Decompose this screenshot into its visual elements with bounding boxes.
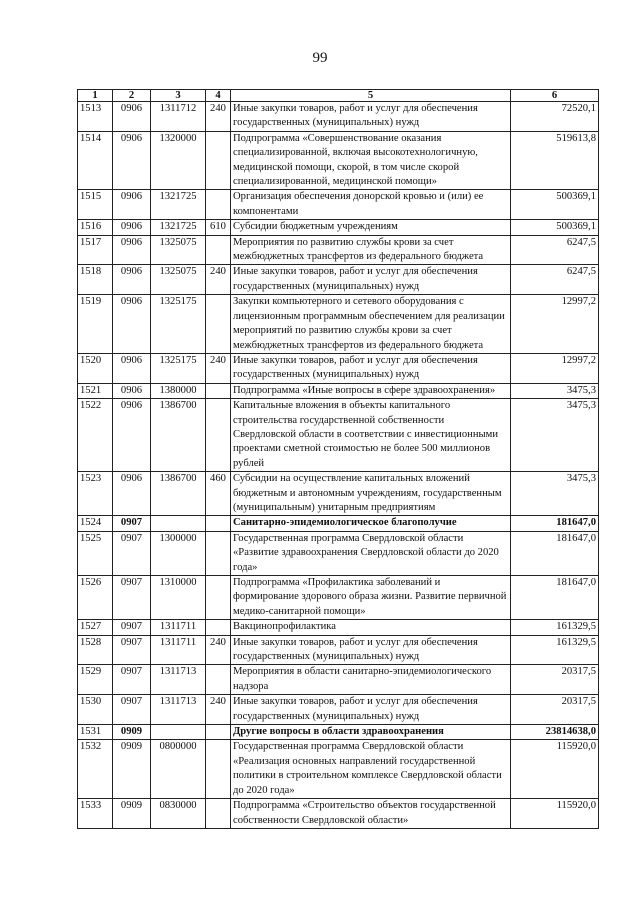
row-number-cell: 1526	[78, 576, 113, 620]
table-row	[78, 725, 599, 740]
row-number-cell: 1516	[78, 220, 113, 235]
table-row	[78, 799, 599, 829]
item-name-cell: Закупки компьютерного и сетевого оборудования с лицензионным программным обеспечением для реализации мероприятий по развитию службы крови за счет межбюджетных трансфертов из федерального бюджета	[231, 295, 511, 354]
amount-cell: 519613,8	[511, 131, 599, 190]
page-number: 99	[312, 50, 328, 66]
table-row	[78, 472, 599, 516]
section-code-cell: 0906	[113, 383, 151, 398]
amount-cell: 12997,2	[511, 353, 599, 383]
expense-type-cell	[206, 295, 231, 354]
row-number-cell: 1520	[78, 353, 113, 383]
budget-table	[77, 89, 599, 829]
section-code-cell: 0906	[113, 399, 151, 472]
expense-type-cell	[206, 235, 231, 265]
section-code-cell: 0906	[113, 295, 151, 354]
amount-cell: 115920,0	[511, 740, 599, 799]
table-row	[78, 353, 599, 383]
item-name-cell: Иные закупки товаров, работ и услуг для обеспечения государственных (муниципальных) нужд	[231, 265, 511, 295]
item-name-cell: Субсидии бюджетным учреждениям	[231, 220, 511, 235]
expense-type-cell: 240	[206, 353, 231, 383]
section-code-cell: 0907	[113, 665, 151, 695]
section-code-cell: 0906	[113, 235, 151, 265]
table-row	[78, 516, 599, 531]
expense-type-cell	[206, 131, 231, 190]
expense-type-cell	[206, 799, 231, 829]
row-number-cell: 1522	[78, 399, 113, 472]
expense-type-cell	[206, 399, 231, 472]
table-row	[78, 635, 599, 665]
amount-cell: 500369,1	[511, 220, 599, 235]
target-code-cell: 1320000	[151, 131, 206, 190]
table-row	[78, 399, 599, 472]
amount-cell: 3475,3	[511, 472, 599, 516]
target-code-cell: 1311711	[151, 635, 206, 665]
item-name-cell: Другие вопросы в области здравоохранения	[231, 725, 511, 740]
row-number-cell: 1528	[78, 635, 113, 665]
row-number-cell: 1527	[78, 620, 113, 635]
row-number-cell: 1530	[78, 695, 113, 725]
table-row	[78, 220, 599, 235]
section-code-cell: 0907	[113, 620, 151, 635]
expense-type-cell	[206, 740, 231, 799]
table-row	[78, 131, 599, 190]
target-code-cell: 1300000	[151, 531, 206, 575]
table-body	[78, 102, 599, 829]
section-code-cell: 0907	[113, 635, 151, 665]
amount-cell: 161329,5	[511, 620, 599, 635]
expense-type-cell: 240	[206, 102, 231, 132]
expense-type-cell	[206, 383, 231, 398]
amount-cell: 3475,3	[511, 383, 599, 398]
amount-cell: 500369,1	[511, 190, 599, 220]
row-number-cell: 1517	[78, 235, 113, 265]
target-code-cell: 0830000	[151, 799, 206, 829]
item-name-cell: Субсидии на осуществление капитальных вложений бюджетным и автономным учреждениям, государственным (муниципальным) унитарным предприятиям	[231, 472, 511, 516]
amount-cell: 72520,1	[511, 102, 599, 132]
section-code-cell: 0907	[113, 531, 151, 575]
expense-type-cell	[206, 620, 231, 635]
item-name-cell: Иные закупки товаров, работ и услуг для обеспечения государственных (муниципальных) нужд	[231, 695, 511, 725]
item-name-cell: Иные закупки товаров, работ и услуг для обеспечения государственных (муниципальных) нужд	[231, 102, 511, 132]
table-row	[78, 740, 599, 799]
table-row	[78, 383, 599, 398]
item-name-cell: Подпрограмма «Иные вопросы в сфере здравоохранения»	[231, 383, 511, 398]
row-number-cell: 1515	[78, 190, 113, 220]
target-code-cell: 1311712	[151, 102, 206, 132]
item-name-cell: Вакцинопрофилактика	[231, 620, 511, 635]
item-name-cell: Организация обеспечения донорской кровью и (или) ее компонентами	[231, 190, 511, 220]
item-name-cell: Государственная программа Свердловской области «Развитие здравоохранения Свердловской области до 2020 года»	[231, 531, 511, 575]
amount-cell: 181647,0	[511, 576, 599, 620]
table-row	[78, 190, 599, 220]
row-number-cell: 1518	[78, 265, 113, 295]
row-number-cell: 1532	[78, 740, 113, 799]
expense-type-cell	[206, 531, 231, 575]
item-name-cell: Подпрограмма «Совершенствование оказания специализированной, включая высокотехнологичную, медицинской помощи, скорой, в том числе скорой специализированной, медицинской помощи»	[231, 131, 511, 190]
expense-type-cell	[206, 576, 231, 620]
target-code-cell	[151, 516, 206, 531]
table-row	[78, 620, 599, 635]
table-row	[78, 665, 599, 695]
target-code-cell: 1310000	[151, 576, 206, 620]
expense-type-cell	[206, 190, 231, 220]
target-code-cell: 1311713	[151, 665, 206, 695]
section-code-cell: 0909	[113, 799, 151, 829]
expense-type-cell: 240	[206, 265, 231, 295]
section-code-cell: 0906	[113, 353, 151, 383]
expense-type-cell	[206, 725, 231, 740]
target-code-cell: 1321725	[151, 220, 206, 235]
row-number-cell: 1519	[78, 295, 113, 354]
section-code-cell: 0906	[113, 265, 151, 295]
table-row	[78, 695, 599, 725]
expense-type-cell	[206, 665, 231, 695]
amount-cell: 3475,3	[511, 399, 599, 472]
amount-cell: 6247,5	[511, 235, 599, 265]
section-code-cell: 0909	[113, 725, 151, 740]
expense-type-cell	[206, 516, 231, 531]
table-row	[78, 102, 599, 132]
item-name-cell: Государственная программа Свердловской области «Реализация основных направлений государственной политики в строительном комплексе Свердловской области до 2020 года»	[231, 740, 511, 799]
section-code-cell: 0907	[113, 516, 151, 531]
target-code-cell: 1325175	[151, 295, 206, 354]
expense-type-cell: 240	[206, 635, 231, 665]
amount-cell: 161329,5	[511, 635, 599, 665]
table-header-row	[78, 90, 599, 102]
target-code-cell: 1386700	[151, 399, 206, 472]
target-code-cell: 1321725	[151, 190, 206, 220]
row-number-cell: 1514	[78, 131, 113, 190]
item-name-cell: Подпрограмма «Профилактика заболеваний и формирование здорового образа жизни. Развитие первичной медико-санитарной помощи»	[231, 576, 511, 620]
section-code-cell: 0906	[113, 131, 151, 190]
amount-cell: 115920,0	[511, 799, 599, 829]
row-number-cell: 1523	[78, 472, 113, 516]
item-name-cell: Иные закупки товаров, работ и услуг для обеспечения государственных (муниципальных) нужд	[231, 635, 511, 665]
target-code-cell: 1380000	[151, 383, 206, 398]
table-row	[78, 295, 599, 354]
item-name-cell: Мероприятия по развитию службы крови за счет межбюджетных трансфертов из федерального бюджета	[231, 235, 511, 265]
header-col-6: 6	[511, 90, 599, 102]
amount-cell: 6247,5	[511, 265, 599, 295]
amount-cell: 181647,0	[511, 531, 599, 575]
section-code-cell: 0909	[113, 740, 151, 799]
row-number-cell: 1513	[78, 102, 113, 132]
amount-cell: 181647,0	[511, 516, 599, 531]
expense-type-cell: 460	[206, 472, 231, 516]
header-col-4: 4	[206, 90, 231, 102]
expense-type-cell: 240	[206, 695, 231, 725]
target-code-cell: 1386700	[151, 472, 206, 516]
expense-type-cell: 610	[206, 220, 231, 235]
item-name-cell: Санитарно-эпидемиологическое благополучие	[231, 516, 511, 531]
table-row	[78, 576, 599, 620]
row-number-cell: 1521	[78, 383, 113, 398]
section-code-cell: 0906	[113, 220, 151, 235]
amount-cell: 20317,5	[511, 665, 599, 695]
target-code-cell: 1325175	[151, 353, 206, 383]
row-number-cell: 1533	[78, 799, 113, 829]
section-code-cell: 0906	[113, 472, 151, 516]
target-code-cell: 1325075	[151, 235, 206, 265]
header-col-3: 3	[151, 90, 206, 102]
target-code-cell: 1311713	[151, 695, 206, 725]
amount-cell: 12997,2	[511, 295, 599, 354]
target-code-cell: 0800000	[151, 740, 206, 799]
table-row	[78, 265, 599, 295]
header-col-1: 1	[78, 90, 113, 102]
amount-cell: 20317,5	[511, 695, 599, 725]
item-name-cell: Капитальные вложения в объекты капитального строительства государственной собственности Свердловской области в соответствии с инвестиционными проектами сметной стоимостью не более 500 миллионов рублей	[231, 399, 511, 472]
row-number-cell: 1529	[78, 665, 113, 695]
item-name-cell: Подпрограмма «Строительство объектов государственной собственности Свердловской области»	[231, 799, 511, 829]
row-number-cell: 1524	[78, 516, 113, 531]
row-number-cell: 1525	[78, 531, 113, 575]
row-number-cell: 1531	[78, 725, 113, 740]
header-col-2: 2	[113, 90, 151, 102]
item-name-cell: Мероприятия в области санитарно-эпидемиологического надзора	[231, 665, 511, 695]
target-code-cell	[151, 725, 206, 740]
section-code-cell: 0906	[113, 102, 151, 132]
amount-cell: 23814638,0	[511, 725, 599, 740]
target-code-cell: 1311711	[151, 620, 206, 635]
table-row	[78, 235, 599, 265]
table-row	[78, 531, 599, 575]
section-code-cell: 0907	[113, 576, 151, 620]
section-code-cell: 0907	[113, 695, 151, 725]
item-name-cell: Иные закупки товаров, работ и услуг для обеспечения государственных (муниципальных) нужд	[231, 353, 511, 383]
header-col-5: 5	[231, 90, 511, 102]
section-code-cell: 0906	[113, 190, 151, 220]
target-code-cell: 1325075	[151, 265, 206, 295]
